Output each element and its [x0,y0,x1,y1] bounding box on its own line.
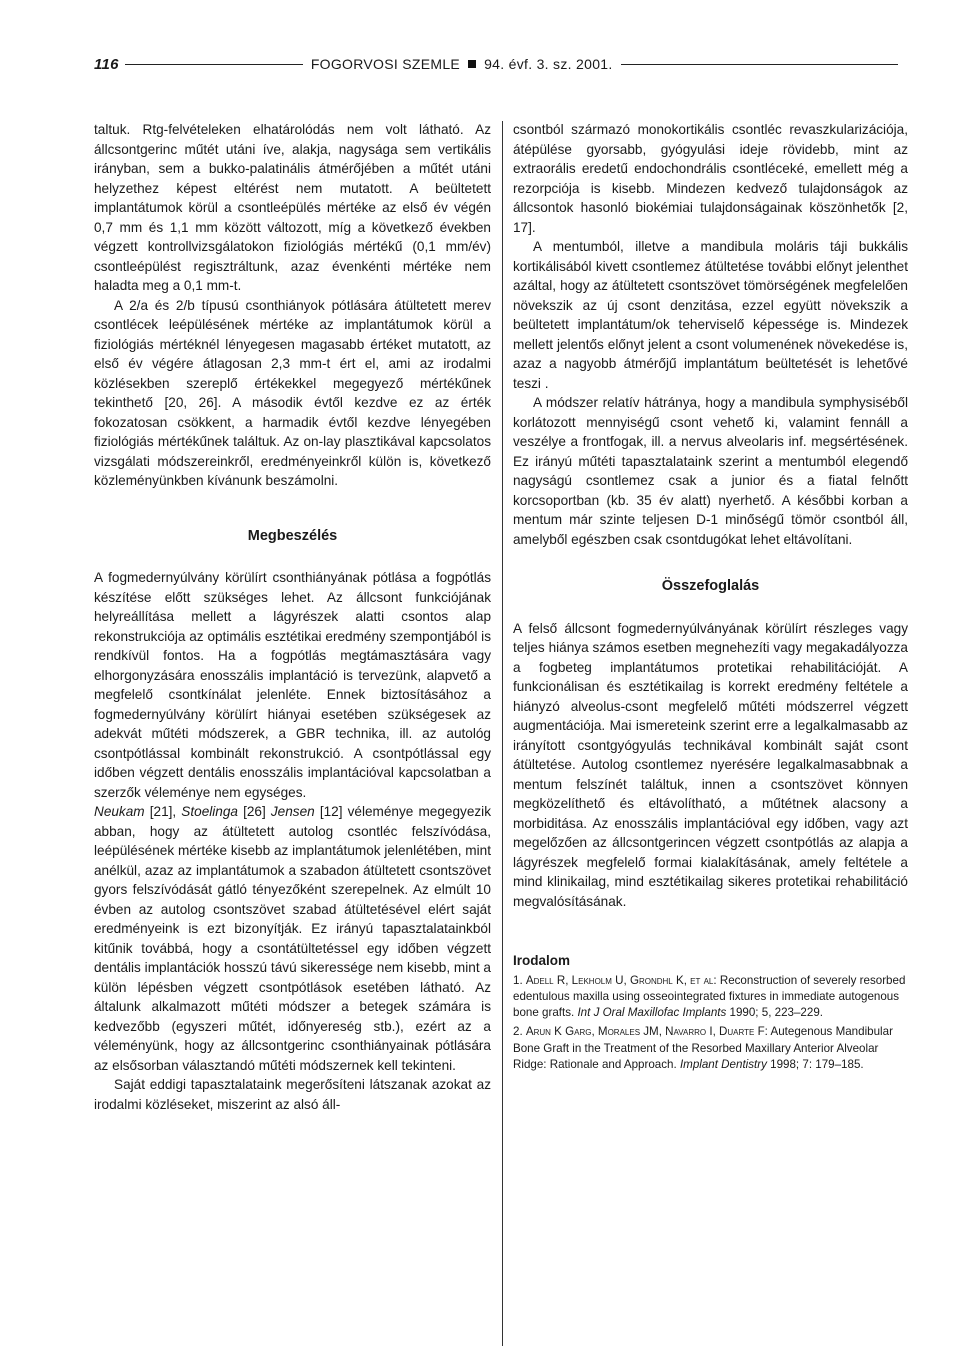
references-list [513,973,908,1074]
results-paragraph-1: taltuk. Rtg-felvételeken elhatárolódás nem volt látható. Az állcsontgerinc műtét utáni íve, alakja, nagysága sem vertikális irányban, sem a bukko-palatinális átmérőjében a műtét utáni helyzethez képest eltérést nem mutatott. A beültetett implantátumok körül a csontleépülés mértéke az első év végén 0,7 mm és 1,1 mm között változott, míg a következő években végzett kontrollvizsgálatokon fiziológiás mértékű (0,1 mm/év) csontleépülést regisztráltunk, azaz évenkénti mértéke nem haladta meg a 0,1 mm-t. [94,122,491,293]
reference-journal: Implant Dentistry [679,1057,767,1071]
reference-tail: 1990; 5, 223–229. [726,1006,823,1020]
discussion-paragraph-2-text: [12] véleménye megegyezik abban, hogy az átültetett autolog csontléc felszívódása, leépülésének mértéke kisebb az implantátumok jelenlétében, mint anélkül, azaz az implantátumok a szabadon átültetett csontszövet gyors felszívódását gátló tényezőként szerepelnek. Az elmúlt 10 évben az autolog csontszövet szabad átültetésével elért saját eredményeink is ezt bizonyítják. Ez irányú tapasztalatainkból kitűnik továbbá, hogy a csontátültetéssel egy időben végzett dentális implantációk hosszú távú sikeressége nem kisebb, mint a külön lépésben végzett csontpótlások esetében látható. Az általunk alkalmazott műtéti módszer a betegek számára is kedvezőbb (egyszeri műtét, időnyereség stb.), ezért az a véleményünk, hogy az állcsontgerinc csonthiányainak pótlására az elsősorban választandó műtéti módszernek kell tekinteni. [94,804,491,1073]
header-rule-left [125,64,303,65]
journal-name: FOGORVOSI SZEMLE [310,56,461,72]
discussion-heading: Megbeszélés [247,527,338,544]
header-rule-right [621,64,898,65]
page-number: 116 [94,55,119,73]
summary-paragraph: A felső állcsont fogmedernyúlványának körülírt részleges vagy teljes hiánya számos esetben megnehezíti vagy megakadályozza a fogbeteg implantátumos protetikai rehabilitációját. A funkcionálisan és esztétikailag is korrekt eredmény feltétele a hiányzó alveolus-csont megfelelő műtéti módszerrel végzett augmentációja. Mai ismereteink szerint erre a legalkalmasabb az irányított csontgyógyulás technikával kombinált saját csont átültetése. Autolog csontlemez nyerésére legalkalmasabbnak a mentum felszínét találtuk, innen a csontszövet könnyen megközelíthető és eltávolítható, a műtétnek alacsony a morbiditása. Az enosszális implantációval egy időben, vagy azt megelőzően az állcsontgerincen végzett csontpótlás az alapja a lágyrészek megfelelő formai kialakításának, amely feltétele a mind klinikailag, mind esztétikailag sikeres protetikai rehabilitáció megvalósításának. [513,620,908,909]
reference-authors: Arun K Garg, Morales JM, Navarro I, Duarte F: [525,1025,768,1039]
square-bullet-icon [468,60,476,68]
reference-title: Reconstruction of severely resorbed edentulous maxilla using osseointegrated fixtures in immediate autogenous bone grafts. [513,973,906,1020]
reference-authors: Adell R, Lekholm U, Grondhl K, et al: [525,973,717,987]
discussion-paragraph-3: Saját eddigi tapasztalataink megerősíteni látszanak azokat az irodalmi közléseket, miszerint az alsó áll- [94,1077,491,1112]
author-jensen: Jensen [270,804,315,819]
reference-number: 2. [513,1025,526,1039]
discussion-paragraph-5: A mentumból, illetve a mandibula moláris táji bukkális kortikálisából kivett csontlemez átültetése további előnyt jelenthet azáltal, hogy az átültetett csontszövet tömörségének megfelelően növekszik az új csont denzitása, ezzel együtt növekszik a beültetett implantátum/ok teherviselő képessége is. Mindezek mellett jelentős előnyt jelent a csont volumenének növekedése is, azaz a nagyobb átmérőjű implantátum beültetését is lehetővé teszi . [513,239,908,391]
discussion-paragraph-6: A módszer relatív hátránya, hogy a mandibula symphysiséből korlátozott mennyiségű csont vehető ki, valamint fennáll a veszélye a frontfogak, ill. a nervus alveolaris inf. megsértésének. Ez irányú műtéti tapasztalataink szerint a mentumból elegendő nagyságú csontlemez csak a junior és a fiatal felnőtt korcsoportban (kb. 35 év alatt) nyerhető. A későbbi korban a mentum már szinte teljesen D-1 minőségű tömör csontból áll, amelyből egészben csak csontdugókat lehet eltávolítani. [513,395,908,547]
author-stoelinga: Stoelinga [181,804,238,819]
discussion-paragraph-2 [94,802,491,1075]
column-divider [502,121,503,1346]
reference-item [513,973,908,1022]
reference-item [513,1024,908,1073]
citation-21: [21], [144,804,182,819]
issue-info: 94. évf. 3. sz. 2001. [484,56,613,72]
running-header [94,52,898,76]
author-neukam: Neukam [94,804,145,819]
citation-26: [26] [237,804,271,819]
reference-tail: 1998; 7: 179–185. [766,1057,864,1071]
summary-heading: Összefoglalás [661,578,760,594]
reference-journal: Int J Oral Maxillofac Implants [577,1006,727,1020]
discussion-paragraph-4: csontból származó monokortikális csontléc revaszkularizációja, átépülése gyorsabb, gyógyulási ideje rövidebb, mint az extraorális eredetű endochondrális csontléceké, emellett még a rezorpciója is kisebb. Mindezen kedvező tulajdonságok az állcsontok hasonló biokémiai tulajdonságainak köszönhetők [2, 17]. [513,122,908,235]
reference-number: 1. [513,973,526,987]
right-column [513,120,908,1076]
discussion-paragraph-1: A fogmedernyúlvány körülírt csonthiányának pótlása a fogpótlás készítése előtt szükséges lehet. Az állcsont funkciójának helyreállítása mellett a lágyrészek alatti csontos alap rekonstrukciója az optimális esztétikai eredmény szempontjából is rendkívül fontos. Ha a fogpótlás megtámasztására vagy elhorgonyzására enosszális implantáció is tervezünk, alapvető a megfelelő csontkínálat jelenléte. Ennek biztosításához a fogmedernyúlvány körülírt hiányai esetében szükségesek az adekvát műtéti módszerek, a GBR technika, ill. az autológ csontpótlással kombinált rekonstrukció. A csontpótlással egy időben végzett dentális enosszális implantációval kapcsolatban a szerzők véleménye nem egységes. [94,570,491,800]
reference-title: Autegenous Mandibular Bone Graft in the Treatment of the Resorbed Maxillary Anterior Alveolar Ridge: Rationale and Approach. [513,1025,893,1071]
references-heading: Irodalom [513,953,571,968]
left-column [94,120,491,1114]
results-paragraph-2: A 2/a és 2/b típusú csonthiányok pótlására átültetett merev csontlécek leépülésének mértéke az implantátumok körül a fiziológiás mértéknél lényegesen magasabb értéket mutatott, az első év végére átlagosan 2,3 mm-t ért el, ami az irodalmi közlésekben szereplő értékekkel megegyező mértékűnek tekinthető [20, 26]. A második évtől kezdve ez az érték fokozatosan csökkent, a harmadik évtől kezdve lényegében fiziológiás mértékűnek találtuk. Az on-lay plasztikával kapcsolatos vizsgálati módszereinkről, eredményeinkről külön is, következő közleményünkben kívánunk beszámolni. [94,297,491,488]
